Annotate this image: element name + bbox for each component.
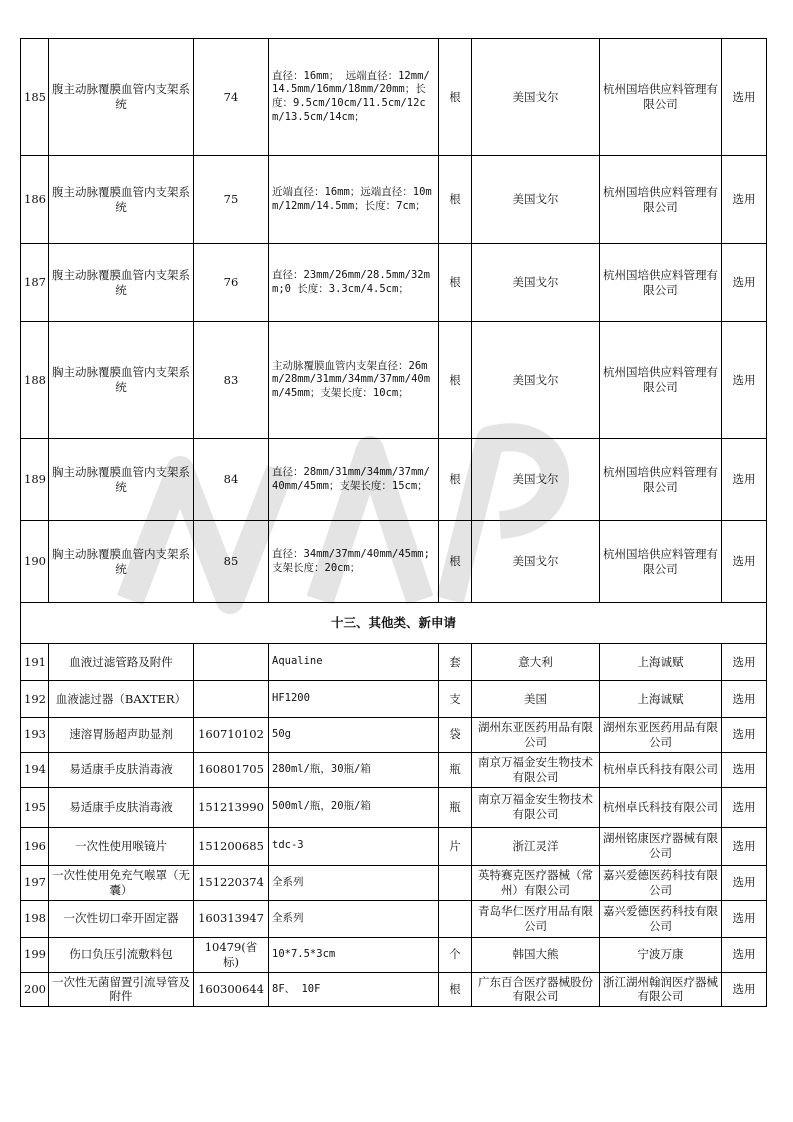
cell-name: 一次性使用喉镜片 — [49, 827, 194, 865]
cell-name: 伤口负压引流敷料包 — [49, 937, 194, 972]
cell-name: 胸主动脉覆膜血管内支架系统 — [49, 322, 194, 439]
section-header — [21, 603, 767, 644]
cell-code: 84 — [194, 439, 269, 521]
cell-no: 198 — [21, 900, 49, 937]
cell-no: 185 — [21, 39, 49, 156]
cell-code: 75 — [194, 156, 269, 244]
cell-name: 腹主动脉覆膜血管内支架系统 — [49, 39, 194, 156]
table-row — [21, 937, 767, 972]
cell-no: 186 — [21, 156, 49, 244]
cell-supplier: 杭州国培供应料管理有限公司 — [600, 322, 722, 439]
cell-no: 187 — [21, 244, 49, 322]
cell-code: 160801705 — [194, 752, 269, 787]
table-row — [21, 718, 767, 753]
cell-unit — [439, 865, 472, 900]
table-row — [21, 244, 767, 322]
cell-supplier: 浙江湖州翰润医疗器械有限公司 — [600, 972, 722, 1007]
cell-spec: 50g — [269, 718, 439, 753]
table-row — [21, 900, 767, 937]
cell-supplier: 杭州国培供应料管理有限公司 — [600, 39, 722, 156]
cell-unit: 根 — [439, 244, 472, 322]
table-row — [21, 156, 767, 244]
cell-no: 196 — [21, 827, 49, 865]
cell-supplier: 湖州铭康医疗器械有限公司 — [600, 827, 722, 865]
cell-name: 腹主动脉覆膜血管内支架系统 — [49, 244, 194, 322]
cell-code: 10479(省标) — [194, 937, 269, 972]
cell-spec: 直径：23mm/26mm/28.5mm/32mm;0 长度：3.3cm/4.5cm； — [269, 244, 439, 322]
cell-unit: 根 — [439, 156, 472, 244]
cell-origin: 美国戈尔 — [472, 439, 600, 521]
cell-no: 188 — [21, 322, 49, 439]
cell-supplier: 杭州国培供应料管理有限公司 — [600, 156, 722, 244]
cell-supplier: 杭州卓氏科技有限公司 — [600, 787, 722, 827]
cell-type: 选用 — [722, 322, 767, 439]
cell-no: 189 — [21, 439, 49, 521]
cell-supplier: 杭州国培供应料管理有限公司 — [600, 439, 722, 521]
cell-name: 腹主动脉覆膜血管内支架系统 — [49, 156, 194, 244]
cell-spec: 主动脉覆膜血管内支架直径：26mm/28mm/31mm/34mm/37mm/40mm/45mm；支架长度：10cm； — [269, 322, 439, 439]
cell-spec: 280ml/瓶，30瓶/箱 — [269, 752, 439, 787]
cell-spec: 10*7.5*3cm — [269, 937, 439, 972]
table-row — [21, 787, 767, 827]
cell-code: 74 — [194, 39, 269, 156]
cell-origin: 广东百合医疗器械股份有限公司 — [472, 972, 600, 1007]
cell-spec: tdc-3 — [269, 827, 439, 865]
cell-code: 83 — [194, 322, 269, 439]
cell-no: 195 — [21, 787, 49, 827]
cell-unit: 套 — [439, 644, 472, 681]
cell-unit — [439, 900, 472, 937]
cell-supplier: 湖州东亚医药用品有限公司 — [600, 718, 722, 753]
table-row — [21, 322, 767, 439]
cell-unit: 根 — [439, 322, 472, 439]
table-row — [21, 827, 767, 865]
equipment-table — [20, 38, 767, 1007]
cell-type: 选用 — [722, 439, 767, 521]
cell-origin: 美国戈尔 — [472, 244, 600, 322]
cell-code — [194, 681, 269, 718]
cell-unit: 根 — [439, 521, 472, 603]
cell-name: 胸主动脉覆膜血管内支架系统 — [49, 439, 194, 521]
cell-unit: 根 — [439, 972, 472, 1007]
cell-origin: 青岛华仁医疗用品有限公司 — [472, 900, 600, 937]
cell-spec: 全系列 — [269, 900, 439, 937]
cell-unit: 根 — [439, 39, 472, 156]
cell-code: 160300644 — [194, 972, 269, 1007]
cell-origin: 美国戈尔 — [472, 39, 600, 156]
cell-origin: 美国 — [472, 681, 600, 718]
cell-code: 76 — [194, 244, 269, 322]
cell-name: 一次性切口牵开固定器 — [49, 900, 194, 937]
cell-unit: 瓶 — [439, 752, 472, 787]
cell-code: 151213990 — [194, 787, 269, 827]
cell-name: 血液滤过器（BAXTER） — [49, 681, 194, 718]
table-row — [21, 865, 767, 900]
cell-unit: 袋 — [439, 718, 472, 753]
cell-name: 血液过滤管路及附件 — [49, 644, 194, 681]
cell-origin: 湖州东亚医药用品有限公司 — [472, 718, 600, 753]
cell-spec: 近端直径：16mm；远端直径：10mm/12mm/14.5mm；长度：7cm； — [269, 156, 439, 244]
cell-supplier: 嘉兴爱德医药科技有限公司 — [600, 865, 722, 900]
cell-origin: 英特赛克医疗器械（常州）有限公司 — [472, 865, 600, 900]
table-row — [21, 681, 767, 718]
cell-supplier: 杭州卓氏科技有限公司 — [600, 752, 722, 787]
cell-spec: 全系列 — [269, 865, 439, 900]
cell-code: 151200685 — [194, 827, 269, 865]
cell-no: 197 — [21, 865, 49, 900]
cell-code: 160313947 — [194, 900, 269, 937]
cell-unit: 片 — [439, 827, 472, 865]
cell-supplier: 杭州国培供应料管理有限公司 — [600, 244, 722, 322]
table-row — [21, 972, 767, 1007]
cell-spec: 8F、 10F — [269, 972, 439, 1007]
cell-supplier: 杭州国培供应料管理有限公司 — [600, 521, 722, 603]
cell-name: 易适康手皮肤消毒液 — [49, 787, 194, 827]
table-row — [21, 521, 767, 603]
table-body-lower — [21, 644, 767, 1007]
table-row — [21, 644, 767, 681]
cell-supplier: 上海诚赋 — [600, 681, 722, 718]
cell-type: 选用 — [722, 644, 767, 681]
cell-no: 191 — [21, 644, 49, 681]
cell-origin: 意大利 — [472, 644, 600, 681]
cell-spec: Aqualine — [269, 644, 439, 681]
cell-spec: 直径：34mm/37mm/40mm/45mm;支架长度：20cm； — [269, 521, 439, 603]
cell-code — [194, 644, 269, 681]
cell-origin: 美国戈尔 — [472, 322, 600, 439]
section-title: 十三、其他类、新申请 — [21, 603, 767, 644]
cell-unit: 根 — [439, 439, 472, 521]
cell-origin: 美国戈尔 — [472, 521, 600, 603]
cell-name: 一次性无菌留置引流导管及附件 — [49, 972, 194, 1007]
cell-no: 193 — [21, 718, 49, 753]
cell-supplier: 上海诚赋 — [600, 644, 722, 681]
cell-no: 200 — [21, 972, 49, 1007]
cell-type: 选用 — [722, 787, 767, 827]
cell-origin: 美国戈尔 — [472, 156, 600, 244]
cell-type: 选用 — [722, 827, 767, 865]
cell-name: 一次性使用免充气喉罩（无囊） — [49, 865, 194, 900]
cell-code: 85 — [194, 521, 269, 603]
cell-no: 192 — [21, 681, 49, 718]
cell-unit: 个 — [439, 937, 472, 972]
cell-unit: 瓶 — [439, 787, 472, 827]
cell-type: 选用 — [722, 681, 767, 718]
cell-code: 151220374 — [194, 865, 269, 900]
cell-origin: 韩国大熊 — [472, 937, 600, 972]
cell-unit: 支 — [439, 681, 472, 718]
cell-name: 易适康手皮肤消毒液 — [49, 752, 194, 787]
cell-type: 选用 — [722, 521, 767, 603]
cell-type: 选用 — [722, 900, 767, 937]
cell-spec: 直径：16mm； 远端直径：12mm/14.5mm/16mm/18mm/20mm；长度：9.5cm/10cm/11.5cm/12cm/13.5cm/14cm； — [269, 39, 439, 156]
cell-type: 选用 — [722, 718, 767, 753]
cell-type: 选用 — [722, 937, 767, 972]
table-row — [21, 439, 767, 521]
cell-name: 胸主动脉覆膜血管内支架系统 — [49, 521, 194, 603]
cell-origin: 南京万福金安生物技术有限公司 — [472, 787, 600, 827]
cell-type: 选用 — [722, 156, 767, 244]
cell-name: 速溶胃肠超声助显剂 — [49, 718, 194, 753]
cell-no: 194 — [21, 752, 49, 787]
cell-code: 160710102 — [194, 718, 269, 753]
cell-type: 选用 — [722, 972, 767, 1007]
cell-type: 选用 — [722, 244, 767, 322]
table-row — [21, 39, 767, 156]
cell-type: 选用 — [722, 865, 767, 900]
cell-no: 199 — [21, 937, 49, 972]
cell-spec: HF1200 — [269, 681, 439, 718]
table-body-upper — [21, 39, 767, 603]
cell-origin: 南京万福金安生物技术有限公司 — [472, 752, 600, 787]
cell-spec: 直径：28mm/31mm/34mm/37mm/40mm/45mm；支架长度：15cm； — [269, 439, 439, 521]
cell-supplier: 宁波万康 — [600, 937, 722, 972]
cell-spec: 500ml/瓶，20瓶/箱 — [269, 787, 439, 827]
cell-supplier: 嘉兴爱德医药科技有限公司 — [600, 900, 722, 937]
cell-type: 选用 — [722, 39, 767, 156]
table-row — [21, 752, 767, 787]
cell-type: 选用 — [722, 752, 767, 787]
cell-origin: 浙江灵洋 — [472, 827, 600, 865]
cell-no: 190 — [21, 521, 49, 603]
